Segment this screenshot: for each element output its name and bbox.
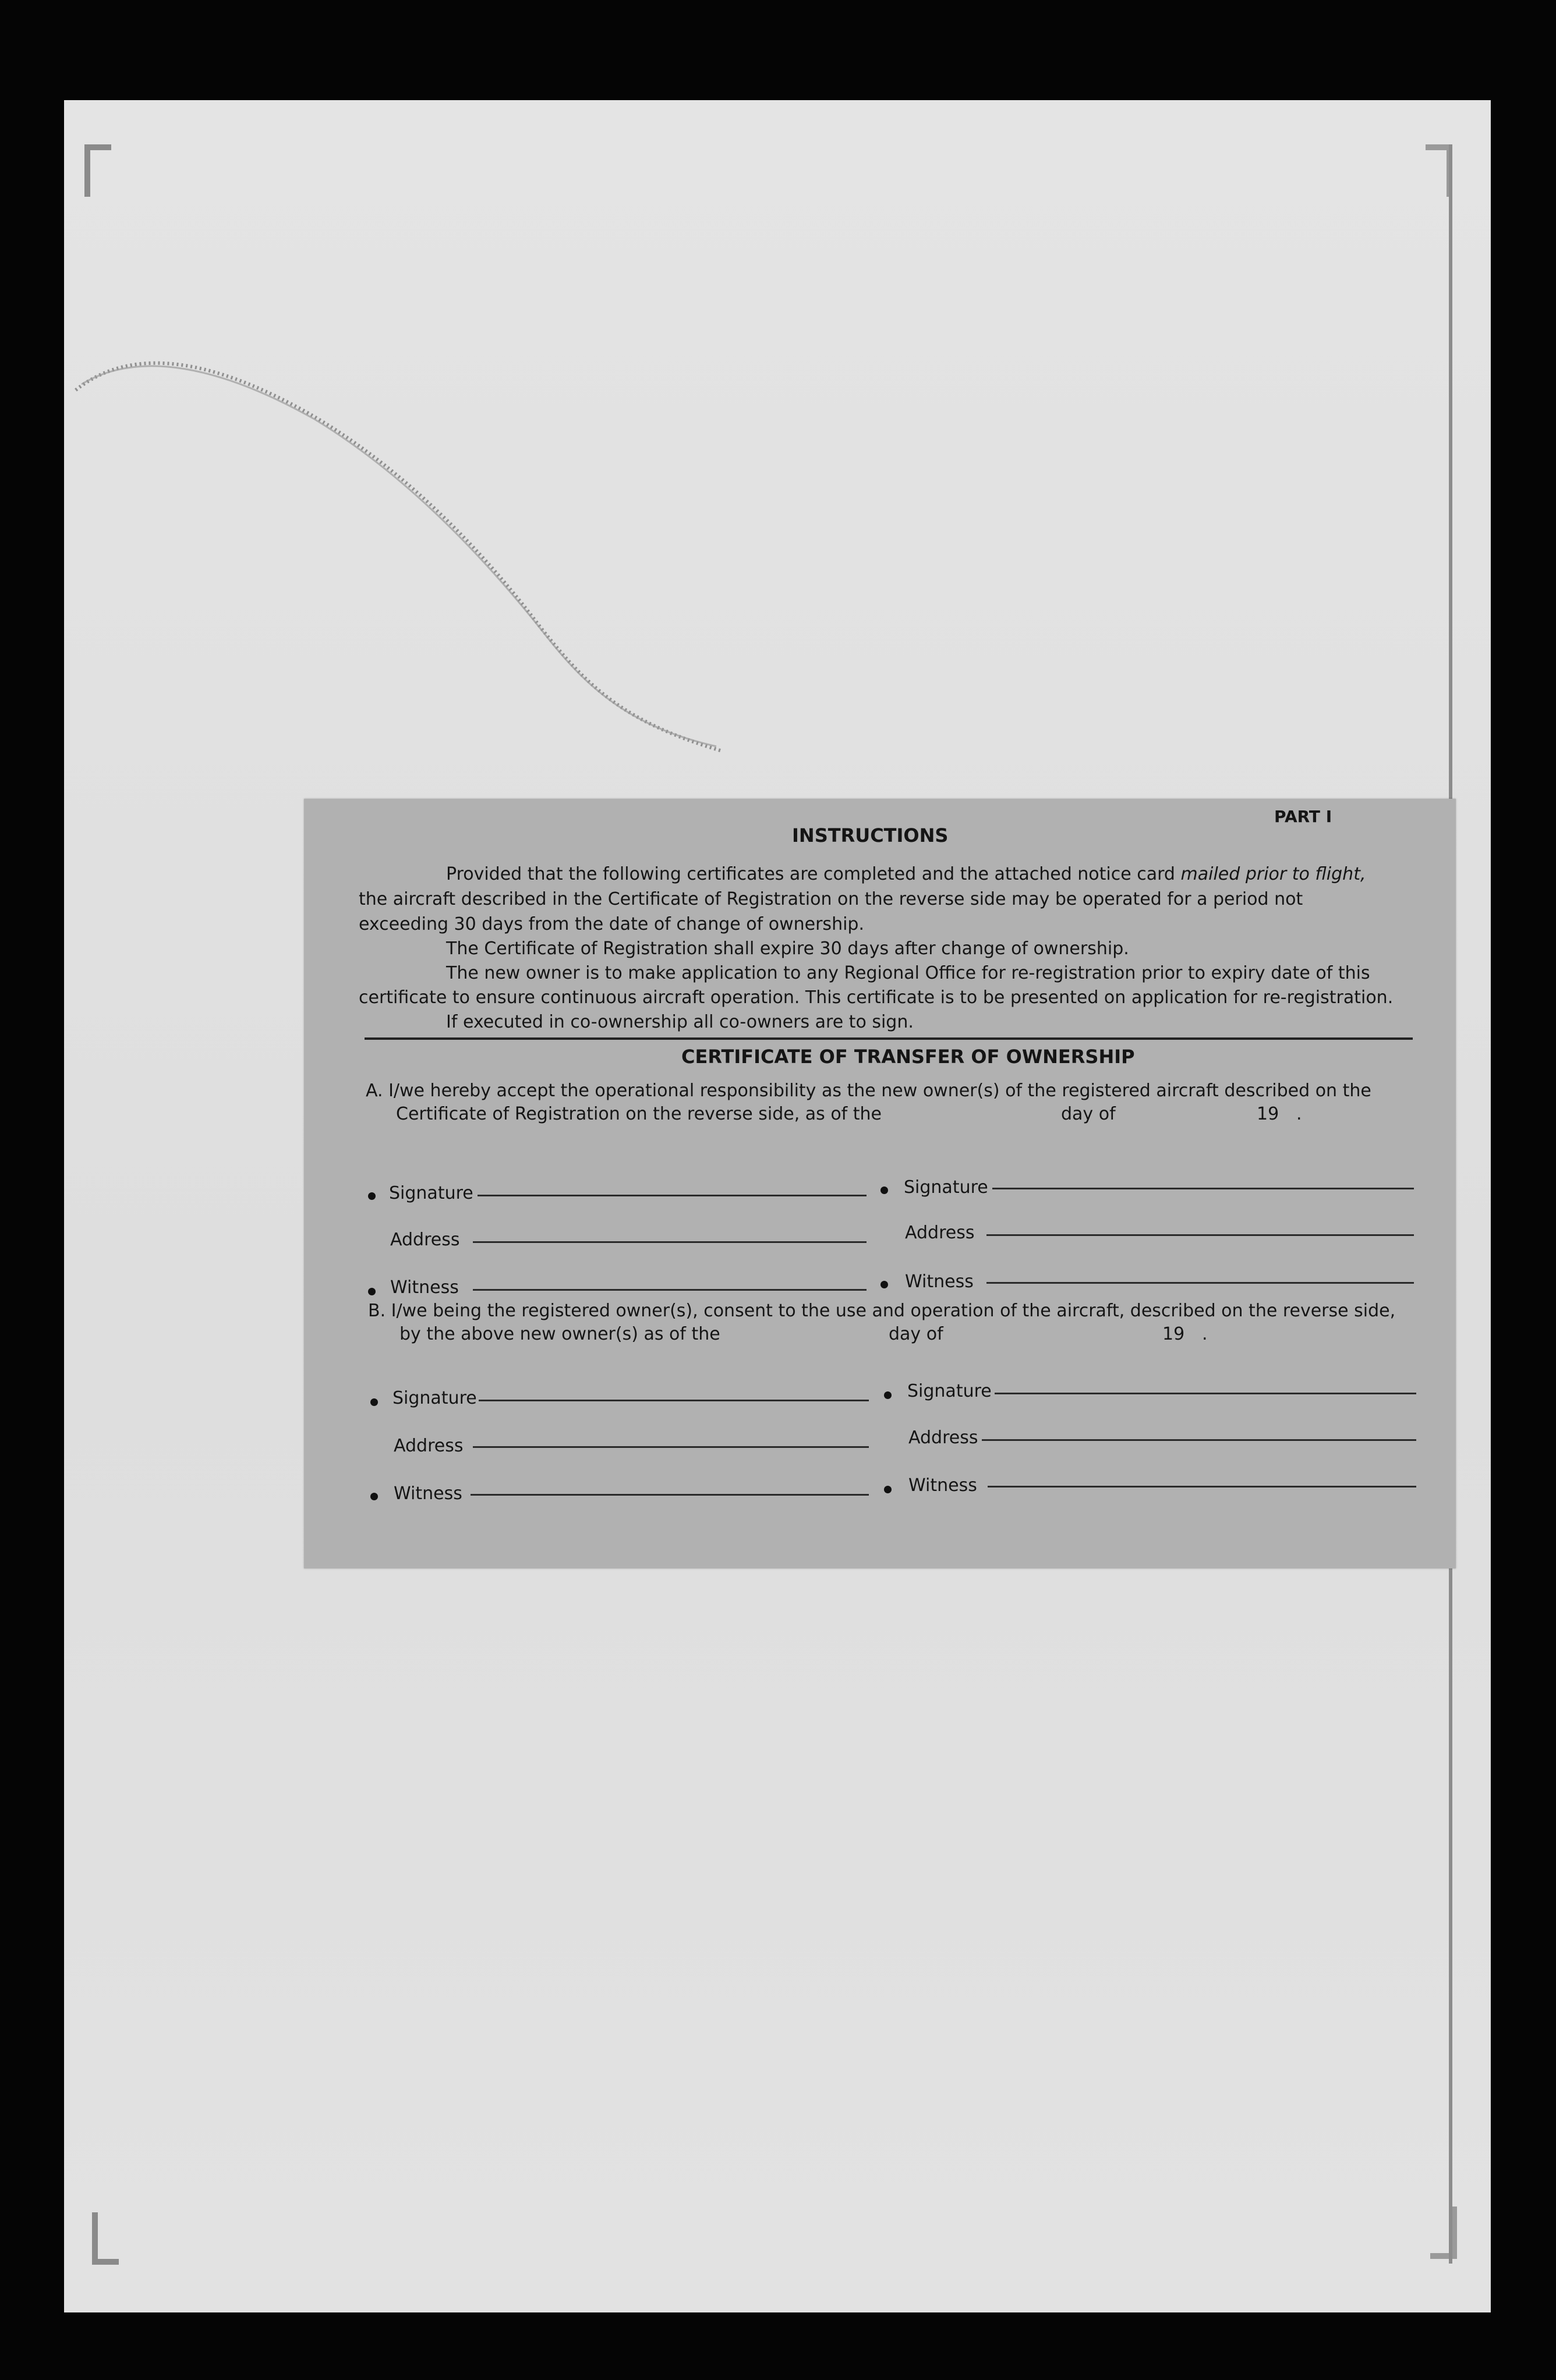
b-right-witness-line[interactable]: [988, 1486, 1416, 1488]
bullet-icon: [368, 1288, 376, 1295]
instructions-line-2: the aircraft described in the Certificate of Registration on the reverse side may be operated for a period not: [359, 889, 1303, 909]
b-left-signature-label: Signature: [392, 1388, 477, 1408]
instructions-line-1-text: Provided that the following certificates are completed and the attached notice card: [446, 864, 1175, 884]
bullet-icon: [370, 1493, 378, 1500]
a-right-address-line[interactable]: [986, 1234, 1414, 1236]
instructions-line-3: exceeding 30 days from the date of change of ownership.: [359, 914, 864, 934]
instructions-line-6: certificate to ensure continuous aircraft operation. This certificate is to be presented on application for re-registration.: [359, 987, 1394, 1008]
crop-mark-top-left: [84, 144, 111, 197]
section-b-line-2: by the above new owner(s) as of the: [399, 1324, 720, 1344]
a-right-address-label: Address: [905, 1223, 975, 1243]
b-left-address-label: Address: [394, 1436, 464, 1456]
instructions-line-7: If executed in co-ownership all co-owners are to sign.: [446, 1012, 914, 1032]
section-a-period: .: [1296, 1104, 1302, 1124]
a-left-witness-label: Witness: [390, 1277, 459, 1298]
section-b-day-of: day of: [889, 1324, 943, 1344]
section-b-period: .: [1202, 1324, 1208, 1344]
bullet-icon: [880, 1187, 888, 1194]
a-right-signature-line[interactable]: [992, 1188, 1414, 1189]
certificate-heading: CERTIFICATE OF TRANSFER OF OWNERSHIP: [681, 1046, 1135, 1068]
section-a-year: 19: [1257, 1104, 1279, 1124]
section-b-line-1: B. I/we being the registered owner(s), consent to the use and operation of the aircraft, described on the reverse side,: [368, 1301, 1396, 1321]
section-a-line-2: Certificate of Registration on the reverse side, as of the: [396, 1104, 882, 1124]
a-left-signature-line[interactable]: [478, 1195, 867, 1196]
crop-mark-bottom-left: [92, 2212, 119, 2265]
a-left-address-line[interactable]: [473, 1241, 867, 1243]
pen-stroke-mark: [64, 326, 763, 768]
b-left-witness-line[interactable]: [471, 1494, 869, 1496]
a-left-witness-line[interactable]: [473, 1289, 867, 1291]
b-right-witness-label: Witness: [908, 1475, 977, 1496]
bullet-icon: [368, 1192, 376, 1200]
bullet-icon: [370, 1398, 378, 1406]
transfer-certificate-card: [304, 799, 1456, 1568]
section-a-day-of: day of: [1061, 1104, 1116, 1124]
instructions-line-1-italic: mailed prior to flight,: [1180, 864, 1366, 884]
b-right-signature-label: Signature: [907, 1381, 992, 1401]
section-a-line-1: A. I/we hereby accept the operational responsibility as the new owner(s) of the registered aircraft described on the: [366, 1081, 1371, 1101]
b-right-address-line[interactable]: [982, 1439, 1416, 1441]
instructions-line-1: [446, 864, 1366, 884]
b-right-signature-line[interactable]: [995, 1393, 1416, 1394]
a-right-witness-label: Witness: [905, 1272, 974, 1292]
a-right-witness-line[interactable]: [986, 1282, 1414, 1284]
instructions-heading: INSTRUCTIONS: [792, 824, 949, 847]
b-left-address-line[interactable]: [473, 1446, 869, 1448]
instructions-line-4: The Certificate of Registration shall expire 30 days after change of ownership.: [446, 938, 1129, 959]
instructions-line-5: The new owner is to make application to any Regional Office for re-registration prior to expiry date of this: [446, 963, 1370, 983]
bullet-icon: [884, 1486, 892, 1493]
b-left-signature-line[interactable]: [479, 1400, 869, 1401]
crop-mark-bottom-right: [1430, 2207, 1457, 2259]
section-b-year: 19: [1162, 1324, 1185, 1344]
a-left-address-label: Address: [390, 1230, 460, 1250]
a-left-signature-label: Signature: [389, 1183, 473, 1203]
b-right-address-label: Address: [908, 1428, 978, 1448]
part-label: PART I: [1274, 807, 1332, 826]
bullet-icon: [884, 1391, 892, 1399]
a-right-signature-label: Signature: [904, 1177, 988, 1198]
bullet-icon: [880, 1281, 888, 1288]
b-left-witness-label: Witness: [394, 1483, 462, 1504]
section-divider: [365, 1037, 1413, 1040]
